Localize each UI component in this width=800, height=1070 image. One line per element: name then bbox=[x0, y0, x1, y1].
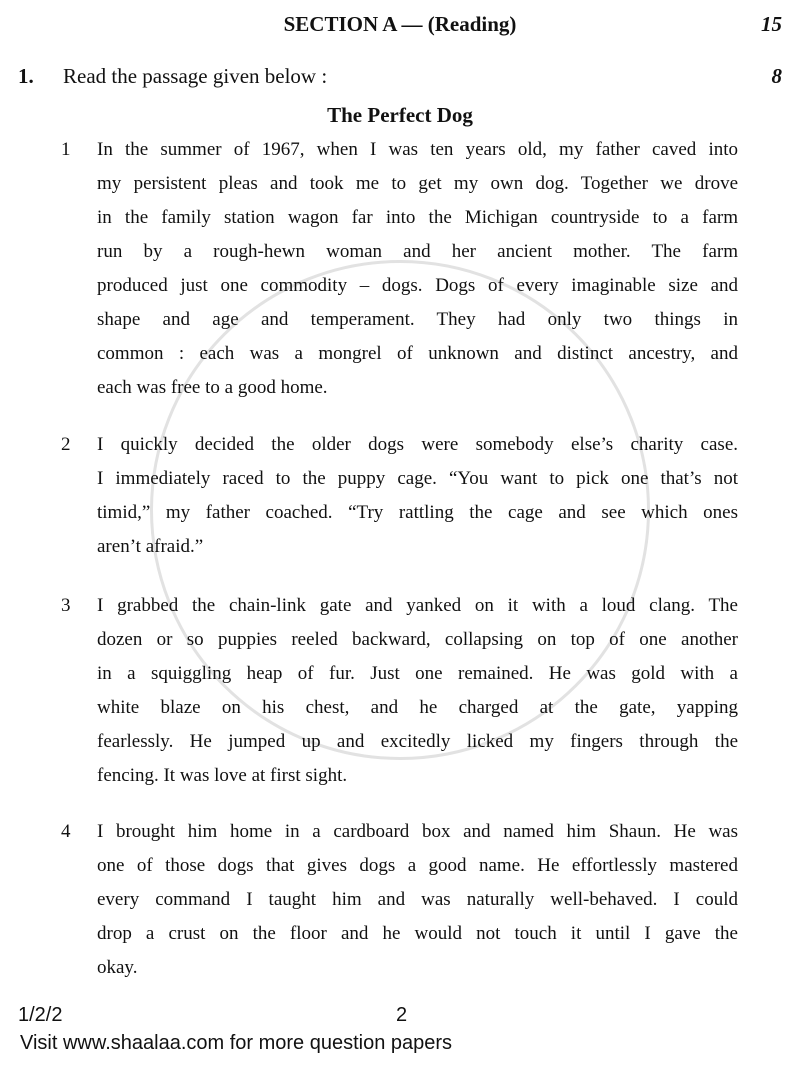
paragraph-line: common : each was a mongrel of unknown and distinct ancestry, and bbox=[97, 343, 738, 364]
paragraph-line: white blaze on his chest, and he charged at the gate, yapping bbox=[97, 697, 738, 718]
section-marks: 15 bbox=[761, 12, 782, 36]
paragraph-line: produced just one commodity – dogs. Dogs of every imaginable size and bbox=[97, 275, 738, 296]
paragraph-line: one of those dogs that gives dogs a good name. He effortlessly mastered bbox=[97, 855, 738, 876]
paragraph-line: my persistent pleas and took me to get my own dog. Together we drove bbox=[97, 173, 738, 194]
paragraph-number: 2 bbox=[61, 434, 71, 455]
question-marks: 8 bbox=[771, 64, 782, 88]
section-heading: SECTION A — (Reading) bbox=[283, 12, 517, 36]
footer-page-number: 2 bbox=[396, 1004, 408, 1026]
passage-title: The Perfect Dog bbox=[327, 103, 473, 127]
paragraph-line: timid,” my father coached. “Try rattling the cage and see which ones bbox=[97, 502, 738, 523]
paragraph-line: run by a rough-hewn woman and her ancient mother. The farm bbox=[97, 241, 738, 262]
paragraph-line: drop a crust on the floor and he would not touch it until I gave the bbox=[97, 923, 738, 944]
paragraph-line: I immediately raced to the puppy cage. “You want to pick one that’s not bbox=[97, 468, 738, 489]
paragraph-number: 3 bbox=[61, 595, 71, 616]
paragraph-line: fencing. It was love at first sight. bbox=[97, 765, 348, 786]
paragraph-line: every command I taught him and was naturally well-behaved. I could bbox=[97, 889, 738, 910]
paragraph-line: aren’t afraid.” bbox=[97, 536, 204, 557]
paragraph-line: I quickly decided the older dogs were somebody else’s charity case. bbox=[97, 434, 738, 455]
paragraph-line: fearlessly. He jumped up and excitedly licked my fingers through the bbox=[97, 731, 738, 752]
paragraph-line: each was free to a good home. bbox=[97, 377, 328, 398]
paragraph-line: okay. bbox=[97, 957, 138, 978]
paragraph-number: 4 bbox=[61, 821, 71, 842]
paragraph-line: I grabbed the chain-link gate and yanked on it with a loud clang. The bbox=[97, 595, 738, 616]
paragraph-line: in the family station wagon far into the Michigan countryside to a farm bbox=[97, 207, 738, 228]
paragraph-line: shape and age and temperament. They had only two things in bbox=[97, 309, 738, 330]
paragraph-line: dozen or so puppies reeled backward, collapsing on top of one another bbox=[97, 629, 738, 650]
question-number: 1. bbox=[18, 64, 34, 88]
paragraph-line: I brought him home in a cardboard box and named him Shaun. He was bbox=[97, 821, 738, 842]
paragraph-line: In the summer of 1967, when I was ten years old, my father caved into bbox=[97, 139, 738, 160]
paragraph-line: in a squiggling heap of fur. Just one remained. He was gold with a bbox=[97, 663, 738, 684]
paragraph-number: 1 bbox=[61, 139, 71, 160]
question-text: Read the passage given below : bbox=[63, 64, 328, 88]
footer-visit-link[interactable]: Visit www.shaalaa.com for more question papers bbox=[20, 1032, 453, 1054]
footer-code: 1/2/2 bbox=[18, 1004, 63, 1026]
